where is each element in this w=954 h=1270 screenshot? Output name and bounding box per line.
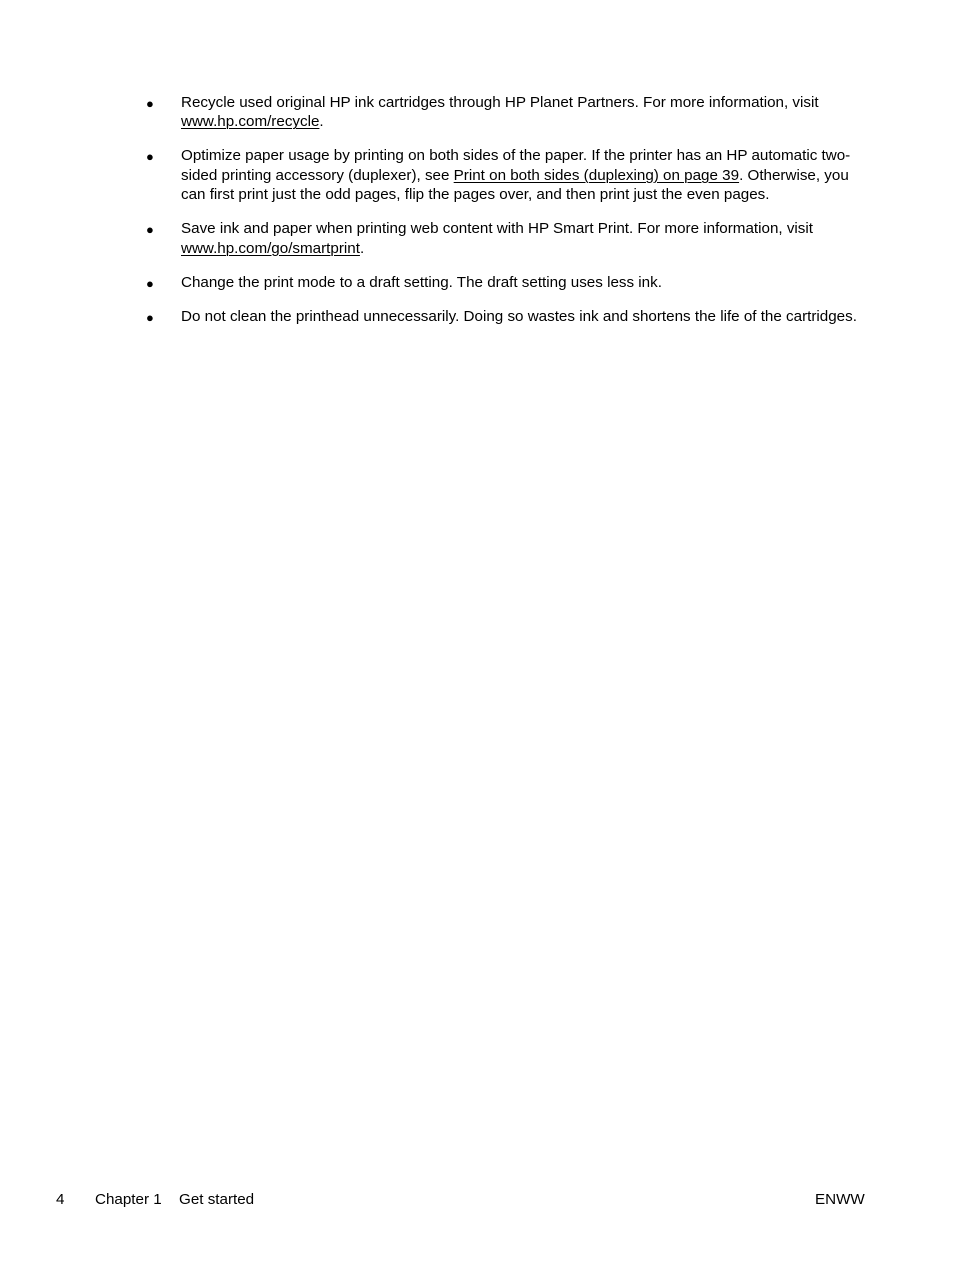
chapter-label: Chapter 1 xyxy=(95,1191,162,1208)
language-code: ENWW xyxy=(815,1191,865,1208)
page-footer xyxy=(0,1190,954,1212)
list-item-smartprint xyxy=(143,219,871,258)
bullet-icon: ● xyxy=(146,149,154,165)
bullet-icon: ● xyxy=(146,222,154,238)
bullet-text-end: . Otherwise, you can first print just the odd pages, flip the pages over, and then print just the even pages. xyxy=(181,166,849,204)
recycle-link[interactable]: www.hp.com/recycle xyxy=(181,113,320,131)
list-item-recycle xyxy=(143,93,871,132)
bullet-text: Change the print mode to a draft setting. The draft setting uses less ink. xyxy=(181,273,662,291)
list-item-printhead xyxy=(143,307,871,326)
bullet-text: Recycle used original HP ink cartridges through HP Planet Partners. For more information, visit xyxy=(181,94,819,111)
bullet-text: Save ink and paper when printing web content with HP Smart Print. For more information, visit xyxy=(181,220,813,238)
bullet-text: Optimize paper usage by printing on both sides of the paper. If the printer has an HP automatic two-sided printing accessory (duplexer), see xyxy=(181,147,851,184)
bullet-text-end: . xyxy=(359,239,365,257)
smartprint-link[interactable]: www.hp.com/go/smartprint xyxy=(181,239,360,257)
chapter-title: Get started xyxy=(179,1191,255,1208)
bullet-icon: ● xyxy=(146,96,154,111)
page-number: 4 xyxy=(56,1191,65,1208)
bullet-list xyxy=(143,93,871,341)
bullet-icon: ● xyxy=(146,309,154,325)
bullet-icon: ● xyxy=(146,275,154,291)
bullet-text: Do not clean the printhead unnecessarily. Doing so wastes ink and shortens the life of the cartridges. xyxy=(181,307,857,325)
duplexing-page-link[interactable]: Print on both sides (duplexing) on page 39 xyxy=(453,166,740,184)
list-item-draft-mode xyxy=(143,273,871,292)
bullet-text-end: . xyxy=(319,113,324,131)
list-item-duplex xyxy=(143,146,871,204)
